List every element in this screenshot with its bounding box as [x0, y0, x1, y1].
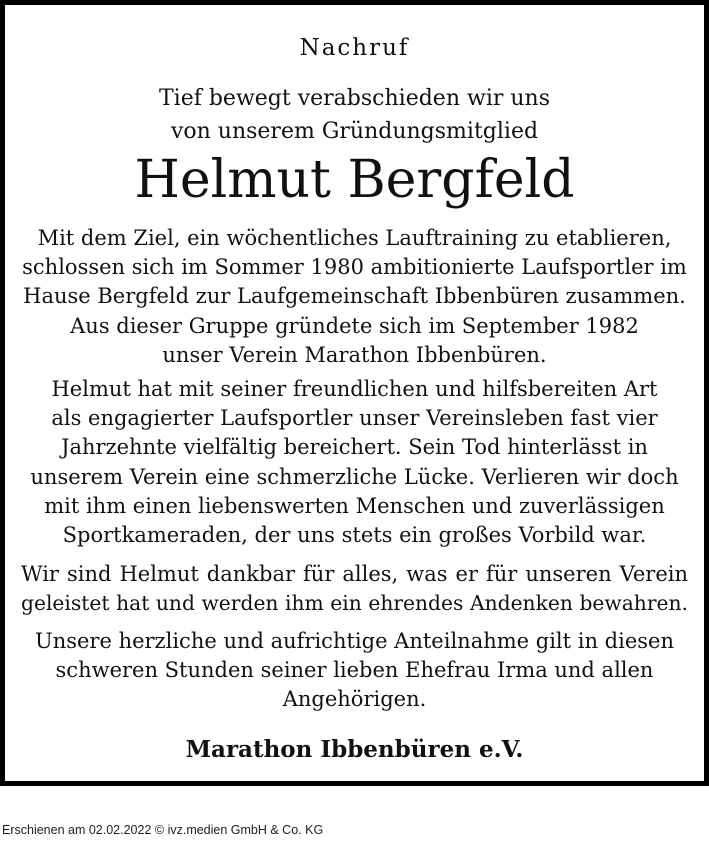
paragraph-line: unser Verein Marathon Ibbenbüren. — [162, 342, 547, 367]
paragraph-gratitude — [21, 560, 688, 618]
publication-footer: Erschienen am 02.02.2022 © ivz.medien GmbH & Co. KG — [2, 823, 324, 837]
paragraph-line: Sportkameraden, der uns stets ein großes Vorbild war. — [62, 523, 647, 548]
paragraph-line: unserem Verein eine schmerzliche Lücke. Verlieren wir doch — [30, 464, 679, 489]
intro-line: von unserem Gründungsmitglied — [170, 119, 539, 144]
paragraph-line: schweren Stunden seiner lieben Ehefrau Irma und allen — [55, 658, 654, 683]
intro-line: Tief bewegt verabschieden wir uns — [158, 86, 550, 111]
paragraph-line: Helmut hat mit seiner freundlichen und hilfsbereiten Art — [51, 377, 658, 401]
paragraph-line: Aus dieser Gruppe gründete sich im September 1982 — [70, 313, 639, 338]
paragraph-line: Wir sind Helmut dankbar für alles, was er für unseren Verein — [21, 562, 688, 586]
intro-text — [5, 82, 704, 148]
paragraph-line: Hause Bergfeld zur Laufgemeinschaft Ibbenbüren zusammen. — [23, 284, 686, 309]
paragraph-condolence — [21, 627, 688, 715]
deceased-name: Helmut Bergfeld — [134, 150, 575, 210]
paragraph-line: Mit dem Ziel, ein wöchentliches Lauftraining zu etablieren, — [37, 226, 672, 250]
paragraph-line: mit ihm einen liebenswerten Menschen und zuverlässigen — [44, 493, 665, 518]
signature: Marathon Ibbenbüren e.V. — [185, 736, 524, 763]
paragraph-line: geleistet hat und werden ihm ein ehrendes Andenken bewahren. — [21, 591, 688, 616]
paragraph-history — [21, 224, 688, 370]
paragraph-tribute — [21, 375, 688, 550]
paragraph-line: Unsere herzliche und aufrichtige Anteilnahme gilt in diesen — [35, 629, 674, 653]
paragraph-line: Jahrzehnte vielfältig bereichert. Sein Tod hinterlässt in — [61, 435, 648, 460]
paragraph-line: als engagierter Laufsportler unser Vereinsleben fast vier — [51, 406, 658, 431]
notice-heading: Nachruf — [299, 35, 410, 61]
paragraph-line: schlossen sich im Sommer 1980 ambitionierte Laufsportler im — [22, 255, 687, 280]
paragraph-line: Angehörigen. — [282, 687, 427, 712]
